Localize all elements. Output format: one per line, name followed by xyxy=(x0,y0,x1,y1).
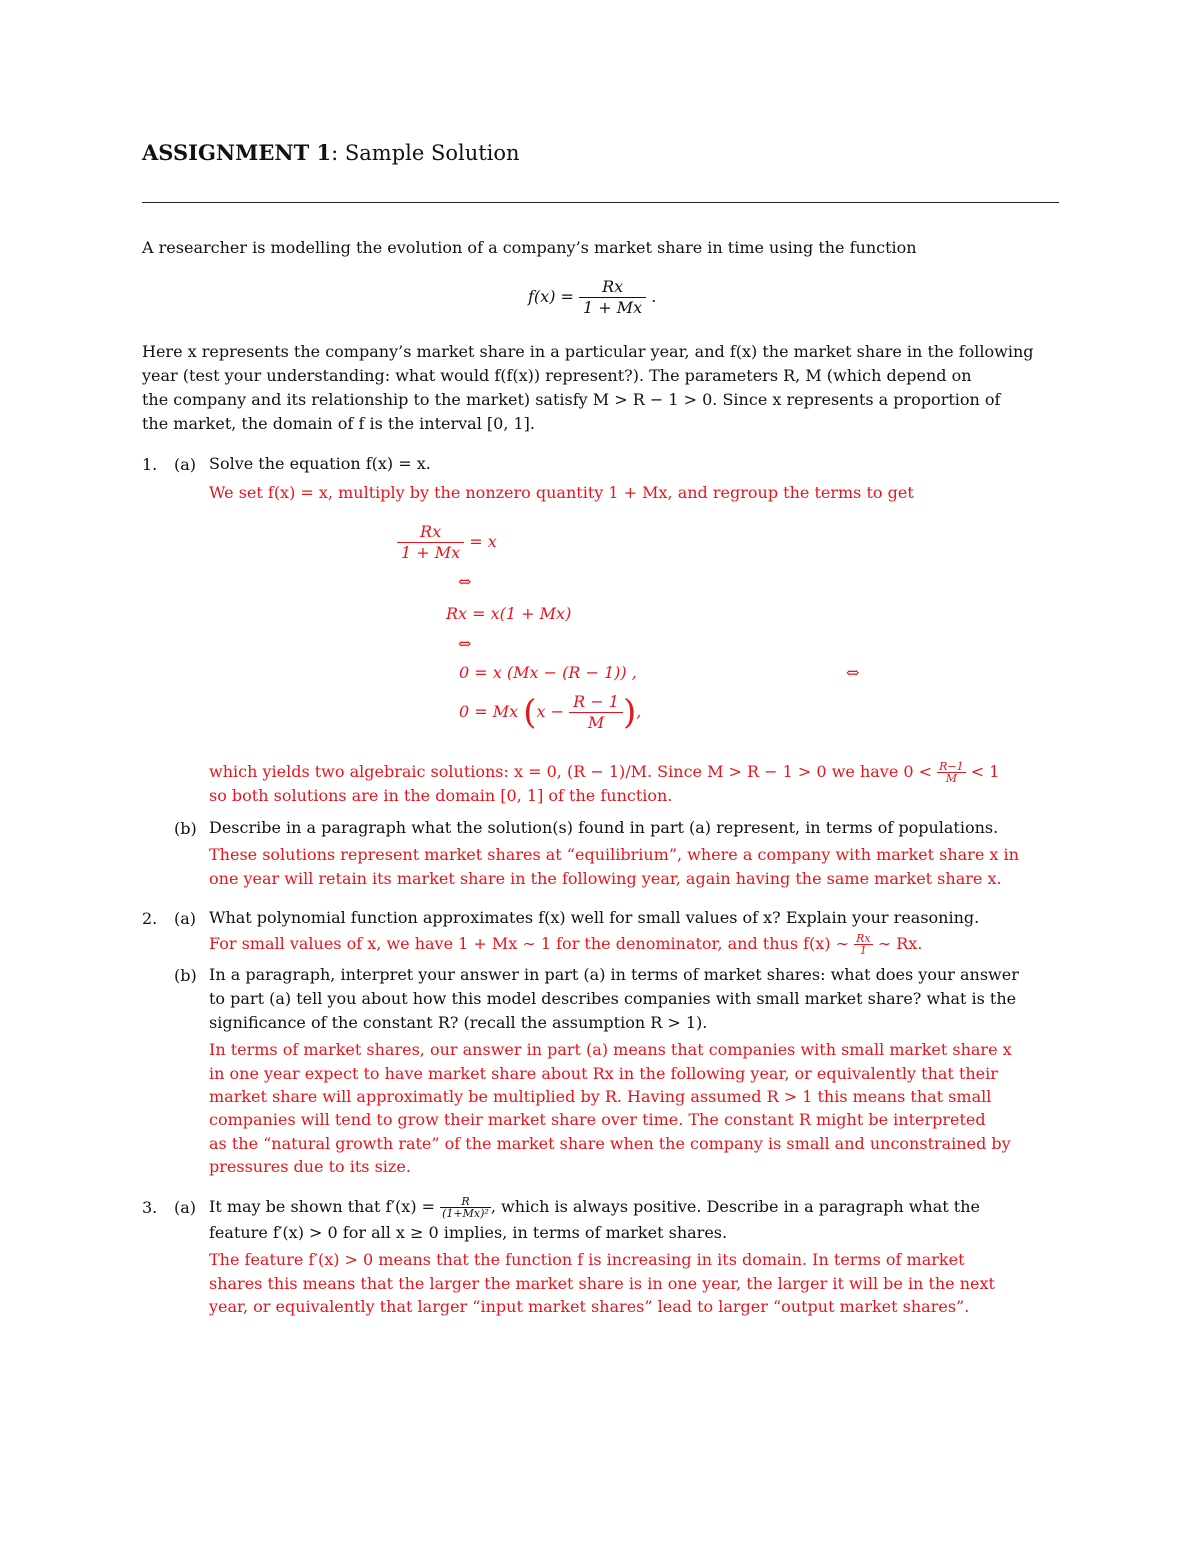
title-rest: : Sample Solution xyxy=(331,141,520,165)
q3a-question-line2: feature f′(x) > 0 for all x ≥ 0 implies, in terms of market shares. xyxy=(209,1223,728,1242)
q1b-answer-line: one year will retain its market share in the following year, again having the same market share x. xyxy=(209,869,1002,888)
q3a-label: (a) xyxy=(174,1198,197,1217)
context-paragraph xyxy=(142,340,1059,436)
q2b-answer-line: In terms of market shares, our answer in part (a) means that companies with small market share x xyxy=(209,1040,1012,1059)
main-formula xyxy=(528,277,656,318)
q2a-label: (a) xyxy=(174,909,197,928)
main-formula-denominator: 1 + Mx xyxy=(583,298,643,317)
q3a-question-frac-den: (1+Mx)² xyxy=(442,1207,489,1220)
q1a-conclusion-frac-num: R−1 xyxy=(939,760,964,773)
q2b-question-line: In a paragraph, interpret your answer in part (a) in terms of market shares: what does your answer xyxy=(209,965,1019,984)
q2b-answer-line: pressures due to its size. xyxy=(209,1157,411,1176)
q1a-question: Solve the equation f(x) = x. xyxy=(209,454,431,473)
context-line: the company and its relationship to the market) satisfy M > R − 1 > 0. Since x represents a proportion of xyxy=(142,390,1001,409)
q2b-answer-line: in one year expect to have market share about Rx in the following year, or equivalently that their xyxy=(209,1064,998,1083)
step-3: 0 = x (Mx − (R − 1)) , xyxy=(459,663,637,682)
step-1-denominator: 1 + Mx xyxy=(401,543,461,562)
main-formula-numerator: Rx xyxy=(579,277,646,298)
step-1-numerator: Rx xyxy=(397,522,464,543)
intro-text: A researcher is modelling the evolution of a company’s market share in time using the function xyxy=(142,238,917,257)
q1a-conclusion-fraction xyxy=(937,761,966,784)
q3a-answer-line: shares this means that the larger the market share is in one year, the larger it will be in the next xyxy=(209,1274,995,1293)
q1a-conclusion-line2: so both solutions are in the domain [0, 1] of the function. xyxy=(209,786,673,805)
paren-left: ( xyxy=(523,692,537,733)
q3a-answer-line: year, or equivalently that larger “input market shares” lead to larger “output market shares”. xyxy=(209,1297,970,1316)
q1a-conclusion-text: which yields two algebraic solutions: x = 0, (R − 1)/M. Since M > R − 1 > 0 we have 0 < xyxy=(209,762,933,781)
q2b-question-line: significance of the constant R? (recall the assumption R > 1). xyxy=(209,1013,708,1032)
page-title xyxy=(142,140,520,165)
q2b-answer-line: market share will approximatly be multiplied by R. Having assumed R > 1 this means that small xyxy=(209,1087,992,1106)
q1a-conclusion-frac-den: M xyxy=(945,772,958,785)
main-formula-fraction xyxy=(579,277,646,318)
step-1-rhs: = x xyxy=(469,532,497,551)
context-line: the market, the domain of f is the interval [0, 1]. xyxy=(142,414,535,433)
step-1-fraction xyxy=(397,522,464,563)
q1a-label: (a) xyxy=(174,455,197,474)
q2a-answer-frac-den: 1 xyxy=(859,944,867,957)
q2b-answer-line: companies will tend to grow their market share over time. The constant R might be interpreted xyxy=(209,1110,986,1129)
title-divider xyxy=(142,202,1059,203)
q2a-answer xyxy=(209,932,922,956)
q1a-answer-intro: We set f(x) = x, multiply by the nonzero quantity 1 + Mx, and regroup the terms to get xyxy=(209,483,914,502)
q1b-question: Describe in a paragraph what the solution(s) found in part (a) represent, in terms of populations. xyxy=(209,818,999,837)
q2b-label: (b) xyxy=(174,966,197,985)
step-4-x: x − xyxy=(536,702,565,721)
q2a-answer-post: ∼ Rx. xyxy=(877,934,923,953)
step-1 xyxy=(397,522,497,563)
q3a-question-fraction xyxy=(440,1196,491,1219)
q3a-question-pre: It may be shown that f′(x) = xyxy=(209,1197,436,1216)
iff-arrow: ⇔ xyxy=(458,634,472,653)
q1a-conclusion-line1 xyxy=(209,760,999,784)
q3a-answer-line: The feature f′(x) > 0 means that the function f is increasing in its domain. In terms of market xyxy=(209,1250,965,1269)
context-line: year (test your understanding: what would f(f(x)) represent?). The parameters R, M (which depend on xyxy=(142,366,972,385)
title-bold: ASSIGNMENT 1 xyxy=(142,140,332,165)
q2-number: 2. xyxy=(142,909,158,928)
q3-number: 3. xyxy=(142,1198,158,1217)
step-4-tail: , xyxy=(636,702,642,721)
main-formula-tail: . xyxy=(651,287,657,306)
paren-right: ) xyxy=(622,692,637,733)
iff-arrow: ⇔ xyxy=(846,663,860,682)
step-4-numerator: R − 1 xyxy=(569,692,623,713)
step-4 xyxy=(459,692,641,733)
q1b-answer-line: These solutions represent market shares at “equilibrium”, where a company with market share x in xyxy=(209,845,1019,864)
q2a-question: What polynomial function approximates f(x) well for small values of x? Explain your reasoning. xyxy=(209,908,980,927)
iff-arrow: ⇔ xyxy=(458,572,472,591)
q1-number: 1. xyxy=(142,455,158,474)
q3a-question-line1 xyxy=(209,1195,980,1219)
q3a-question-post: , which is always positive. Describe in a paragraph what the xyxy=(490,1197,980,1216)
q2b-question-line: to part (a) tell you about how this model describes companies with small market share? what is the xyxy=(209,989,1017,1008)
main-formula-lhs: f(x) = xyxy=(528,287,574,306)
q1b-label: (b) xyxy=(174,819,197,838)
step-2: Rx = x(1 + Mx) xyxy=(446,604,572,623)
q1a-conclusion-tail: < 1 xyxy=(970,762,1000,781)
step-4-lhs: 0 = Mx xyxy=(459,702,519,721)
step-4-denominator: M xyxy=(587,713,605,732)
q2b-answer-line: as the “natural growth rate” of the market share when the company is small and unconstrained by xyxy=(209,1134,1011,1153)
q2a-answer-fraction xyxy=(854,933,873,956)
step-4-fraction xyxy=(569,692,623,733)
q2a-answer-frac-num: Rx xyxy=(856,932,871,945)
context-line: Here x represents the company’s market share in a particular year, and f(x) the market share in the following xyxy=(142,342,1034,361)
q3a-question-frac-num: R xyxy=(440,1196,491,1208)
q2a-answer-pre: For small values of x, we have 1 + Mx ∼ 1 for the denominator, and thus f(x) ∼ xyxy=(209,934,850,953)
